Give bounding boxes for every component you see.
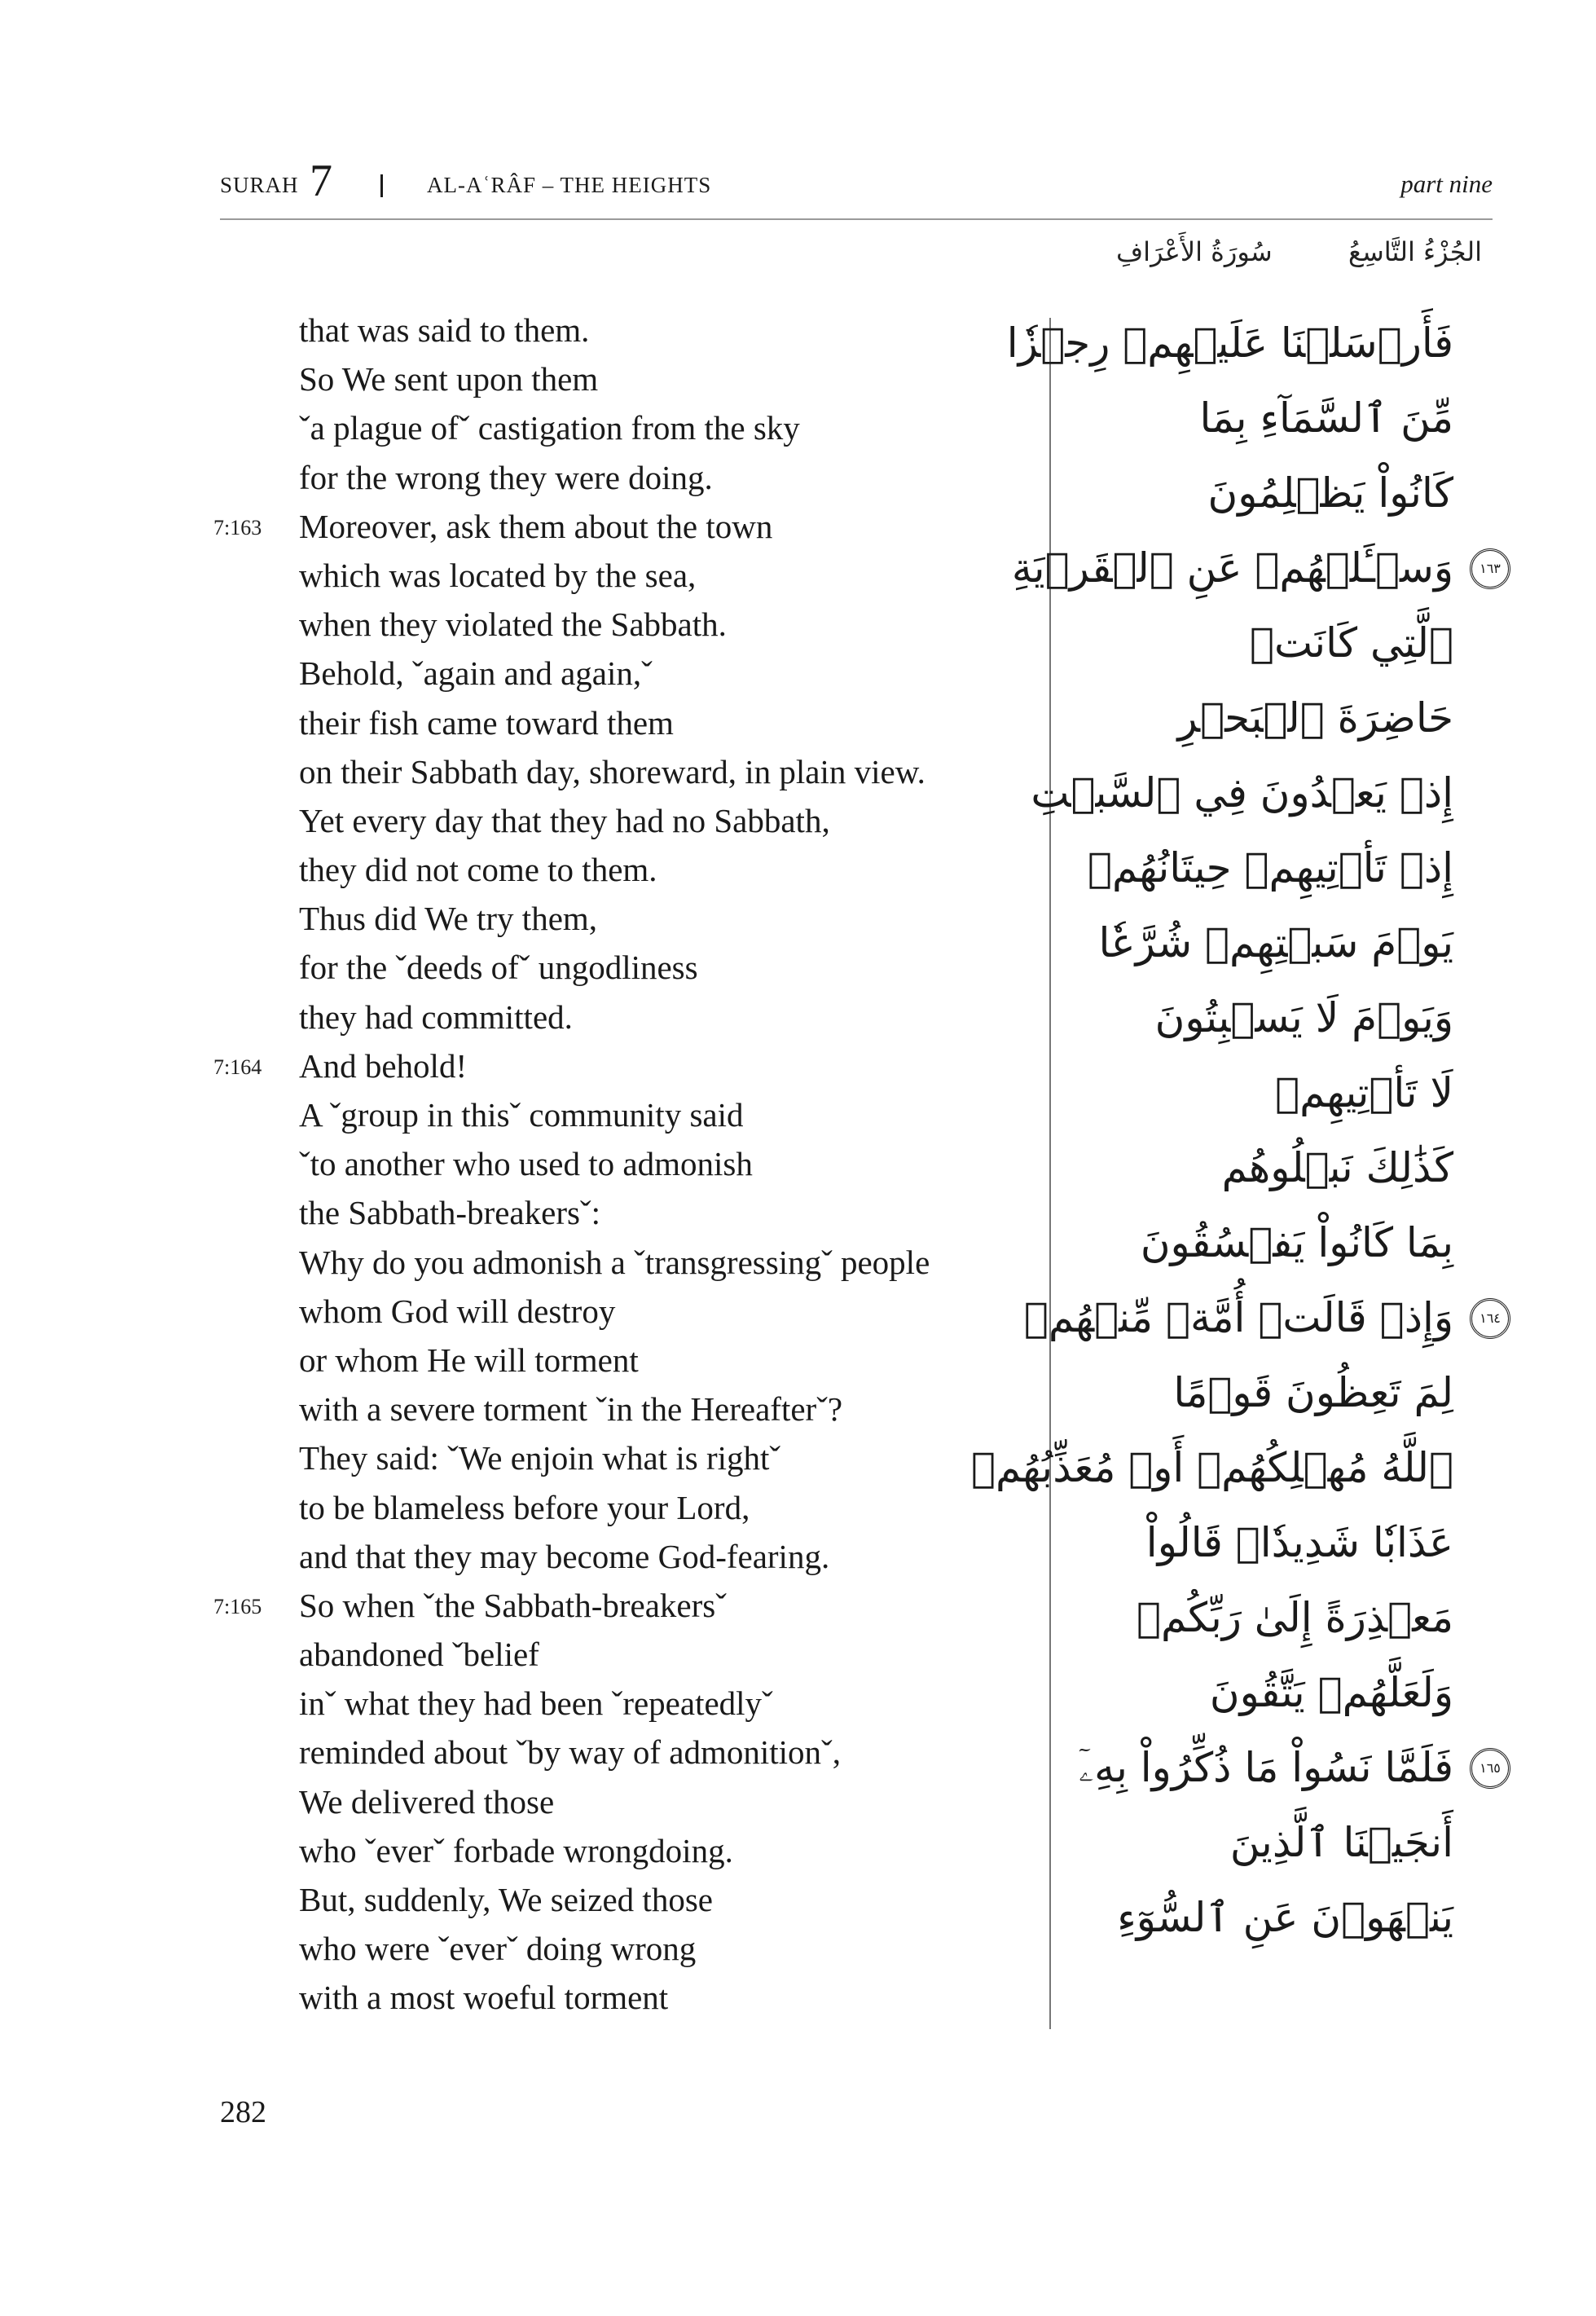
arabic-line	[1046, 905, 1453, 980]
english-line	[213, 1777, 1028, 1826]
english-line	[213, 1924, 1028, 1973]
english-line	[213, 1630, 1028, 1679]
english-line-text: Behold, ˇagain and again,ˇ	[299, 654, 653, 693]
english-line	[213, 649, 1028, 698]
arabic-line	[1046, 680, 1453, 755]
english-line-text: ˇto another who used to admonish	[299, 1145, 753, 1183]
verse-end-marker: ١٦٣	[1470, 548, 1510, 589]
english-line-text: who ˇeverˇ forbade wrongdoing.	[299, 1831, 733, 1869]
english-line-text: or whom He will torment	[299, 1341, 639, 1379]
english-line-text: They said: ˇWe enjoin what is rightˇ	[299, 1439, 781, 1477]
english-line-text: ˇa plague ofˇ castigation from the sky	[299, 409, 800, 447]
verse-number: 7:164	[213, 1055, 262, 1079]
arabic-line	[1046, 1730, 1501, 1805]
english-line	[213, 453, 1028, 502]
english-line	[213, 1336, 1028, 1385]
english-line-text: they had committed.	[299, 997, 573, 1036]
arabic-line	[1046, 1055, 1453, 1130]
english-line	[213, 1139, 1028, 1188]
english-line-text: So when ˇthe Sabbath-breakersˇ	[299, 1586, 727, 1624]
arabic-line	[1046, 1880, 1453, 1955]
arabic-line	[1046, 1205, 1453, 1280]
english-line	[213, 1287, 1028, 1336]
arabic-line-text: بِمَا كَانُواْ يَفۡسُقُونَ	[1140, 1219, 1453, 1266]
english-line-text: with a severe torment ˇin the Hereafterˇ?	[299, 1390, 843, 1429]
english-line-text: We delivered those	[299, 1782, 555, 1821]
english-line	[213, 943, 1028, 992]
english-line-text: for the ˇdeeds ofˇ ungodliness	[299, 949, 698, 987]
english-line-text: on their Sabbath day, shoreward, in plain view.	[299, 752, 926, 790]
arabic-line-text: وَإِذۡ قَالَتۡ أُمَّةٞ مِّنۡهُمۡ	[1023, 1294, 1453, 1341]
english-line-text: Why do you admonish a ˇtransgressingˇ people	[299, 1243, 930, 1281]
arabic-line	[1011, 531, 1501, 605]
arabic-line	[1046, 830, 1453, 905]
arabic-line-text: وَلَعَلَّهُمۡ يَتَّقُونَ	[1209, 1669, 1453, 1716]
english-line	[213, 1973, 1028, 2022]
arabic-line-text: وَيَوۡمَ لَا يَسۡبِتُونَ	[1154, 994, 1453, 1041]
english-line	[213, 1581, 1028, 1630]
english-line	[213, 1041, 1028, 1090]
part-label: part nine	[1400, 170, 1493, 198]
arabic-line-text: يَوۡمَ سَبۡتِهِمۡ شُرَّعٗا	[1098, 919, 1453, 966]
arabic-line	[1046, 1505, 1453, 1580]
arabic-line-text: ٱلَّتِي كَانَتۡ	[1250, 619, 1453, 667]
arabic-line	[1046, 1130, 1453, 1205]
arabic-line-text: فَأَرۡسَلۡنَا عَلَيۡهِمۡ رِجۡزٗا	[1006, 319, 1453, 367]
english-line-text: And behold!	[299, 1046, 468, 1085]
english-line	[213, 306, 1028, 354]
arabic-surah-name: سُورَةُ الأَعْرَافِ	[1116, 236, 1273, 267]
arabic-line	[1046, 456, 1453, 531]
english-line-text: that was said to them.	[299, 311, 590, 349]
english-line	[213, 1385, 1028, 1433]
page-header	[220, 155, 1493, 220]
english-line	[213, 1875, 1028, 1924]
arabic-line	[1046, 1355, 1453, 1430]
english-line-text: and that they may become God-fearing.	[299, 1537, 830, 1575]
surah-title: AL-AʿRÂF – THE HEIGHTS	[427, 173, 712, 197]
english-line	[213, 1826, 1028, 1875]
english-line-text: abandoned ˇbelief	[299, 1636, 539, 1674]
english-line-text: the Sabbath-breakersˇ:	[299, 1194, 600, 1232]
english-line	[213, 1188, 1028, 1237]
arabic-line	[1046, 605, 1453, 680]
arabic-line-text: مِّنَ ٱلسَّمَآءِ بِمَا	[1199, 394, 1453, 442]
english-line-text: Yet every day that they had no Sabbath,	[299, 801, 830, 839]
arabic-line	[1023, 1280, 1501, 1355]
english-line	[213, 993, 1028, 1041]
english-line	[213, 1483, 1028, 1532]
arabic-line	[1046, 1655, 1453, 1730]
english-line	[213, 894, 1028, 943]
arabic-line	[1031, 755, 1453, 830]
arabic-line	[1046, 1580, 1453, 1655]
english-line	[213, 354, 1028, 403]
surah-number: 7	[310, 156, 332, 206]
english-line-text: reminded about ˇby way of admonitionˇ,	[299, 1733, 841, 1772]
english-line	[213, 1238, 1028, 1287]
arabic-line-text: يَنۡهَوۡنَ عَنِ ٱلسُّوٓءِ	[1117, 1894, 1453, 1941]
english-line-text: they did not come to them.	[299, 851, 657, 889]
english-line	[213, 1532, 1028, 1581]
arabic-line-text: لِمَ تَعِظُونَ قَوۡمًا	[1173, 1369, 1453, 1416]
verse-number: 7:165	[213, 1594, 262, 1618]
english-line	[213, 1090, 1028, 1139]
english-line-text: when they violated the Sabbath.	[299, 605, 727, 644]
arabic-line-text: مَعۡذِرَةً إِلَىٰ رَبِّكُمۡ	[1136, 1594, 1453, 1641]
surah-label: SURAH	[220, 173, 299, 197]
arabic-line	[1046, 980, 1453, 1055]
english-line-text: A ˇgroup in thisˇ community said	[299, 1096, 744, 1134]
arabic-line	[1046, 381, 1453, 456]
arabic-line-text: فَلَمَّا نَسُواْ مَا ذُكِّرُواْ بِهِۦٓ	[1079, 1744, 1453, 1791]
english-translation	[213, 306, 1028, 2023]
arabic-line-text: أَنجَيۡنَا ٱلَّذِينَ	[1229, 1819, 1453, 1866]
english-line-text: So We sent upon them	[299, 360, 599, 398]
english-line	[213, 698, 1028, 747]
english-line-text: for the wrong they were doing.	[299, 458, 713, 496]
english-line-text: who were ˇeverˇ doing wrong	[299, 1930, 697, 1968]
english-line-text: whom God will destroy	[299, 1292, 616, 1330]
arabic-line-text: عَذَابٗا شَدِيدٗاۖ قَالُواْ	[1145, 1519, 1453, 1566]
english-line-text: with a most woeful torment	[299, 1979, 669, 2017]
english-line-text: Moreover, ask them about the town	[299, 507, 773, 545]
english-line-text: their fish came toward them	[299, 703, 674, 742]
verse-number: 7:163	[213, 515, 262, 539]
english-line-text: But, suddenly, We seized those	[299, 1881, 713, 1918]
english-line	[213, 1433, 1028, 1482]
arabic-line-text: إِذۡ تَأۡتِيهِمۡ حِيتَانُهُمۡ	[1088, 844, 1453, 892]
english-line	[213, 1679, 1028, 1728]
arabic-line-text: ٱللَّهُ مُهۡلِكُهُمۡ أَوۡ مُعَذِّبُهُمۡ	[970, 1444, 1453, 1491]
verse-end-marker: ١٦٥	[1470, 1748, 1510, 1789]
english-line-text: Thus did We try them,	[299, 900, 598, 938]
arabic-line-text: كَذَٰلِكَ نَبۡلُوهُم	[1221, 1144, 1453, 1191]
english-line	[213, 403, 1028, 452]
english-line	[213, 551, 1028, 600]
english-line	[213, 747, 1028, 796]
english-line	[213, 845, 1028, 894]
arabic-line	[1046, 1805, 1453, 1880]
english-line-text: to be blameless before your Lord,	[299, 1488, 750, 1526]
header-divider	[380, 174, 383, 197]
arabic-text	[970, 306, 1501, 1955]
arabic-line-text: حَاضِرَةَ ٱلۡبَحۡرِ	[1177, 694, 1453, 742]
arabic-line-text: إِذۡ يَعۡدُونَ فِي ٱلسَّبۡتِ	[1031, 769, 1453, 817]
english-line-text: inˇ what they had been ˇrepeatedlyˇ	[299, 1684, 773, 1723]
arabic-line-text: كَانُواْ يَظۡلِمُونَ	[1207, 469, 1453, 517]
arabic-line-text: وَسۡـَٔلۡهُمۡ عَنِ ٱلۡقَرۡيَةِ	[1011, 544, 1453, 592]
english-line	[213, 1728, 1028, 1777]
verse-end-marker: ١٦٤	[1470, 1298, 1510, 1339]
english-line	[213, 502, 1028, 551]
english-line-text: which was located by the sea,	[299, 556, 697, 594]
arabic-line-text: لَا تَأۡتِيهِمۡ	[1275, 1069, 1453, 1116]
arabic-part-name: الجُزْءُ التَّاسِعُ	[1348, 236, 1482, 267]
arabic-line	[970, 1430, 1453, 1505]
english-line	[213, 796, 1028, 845]
english-line	[213, 600, 1028, 649]
page-number: 282	[220, 2095, 266, 2129]
arabic-line	[1006, 306, 1453, 381]
